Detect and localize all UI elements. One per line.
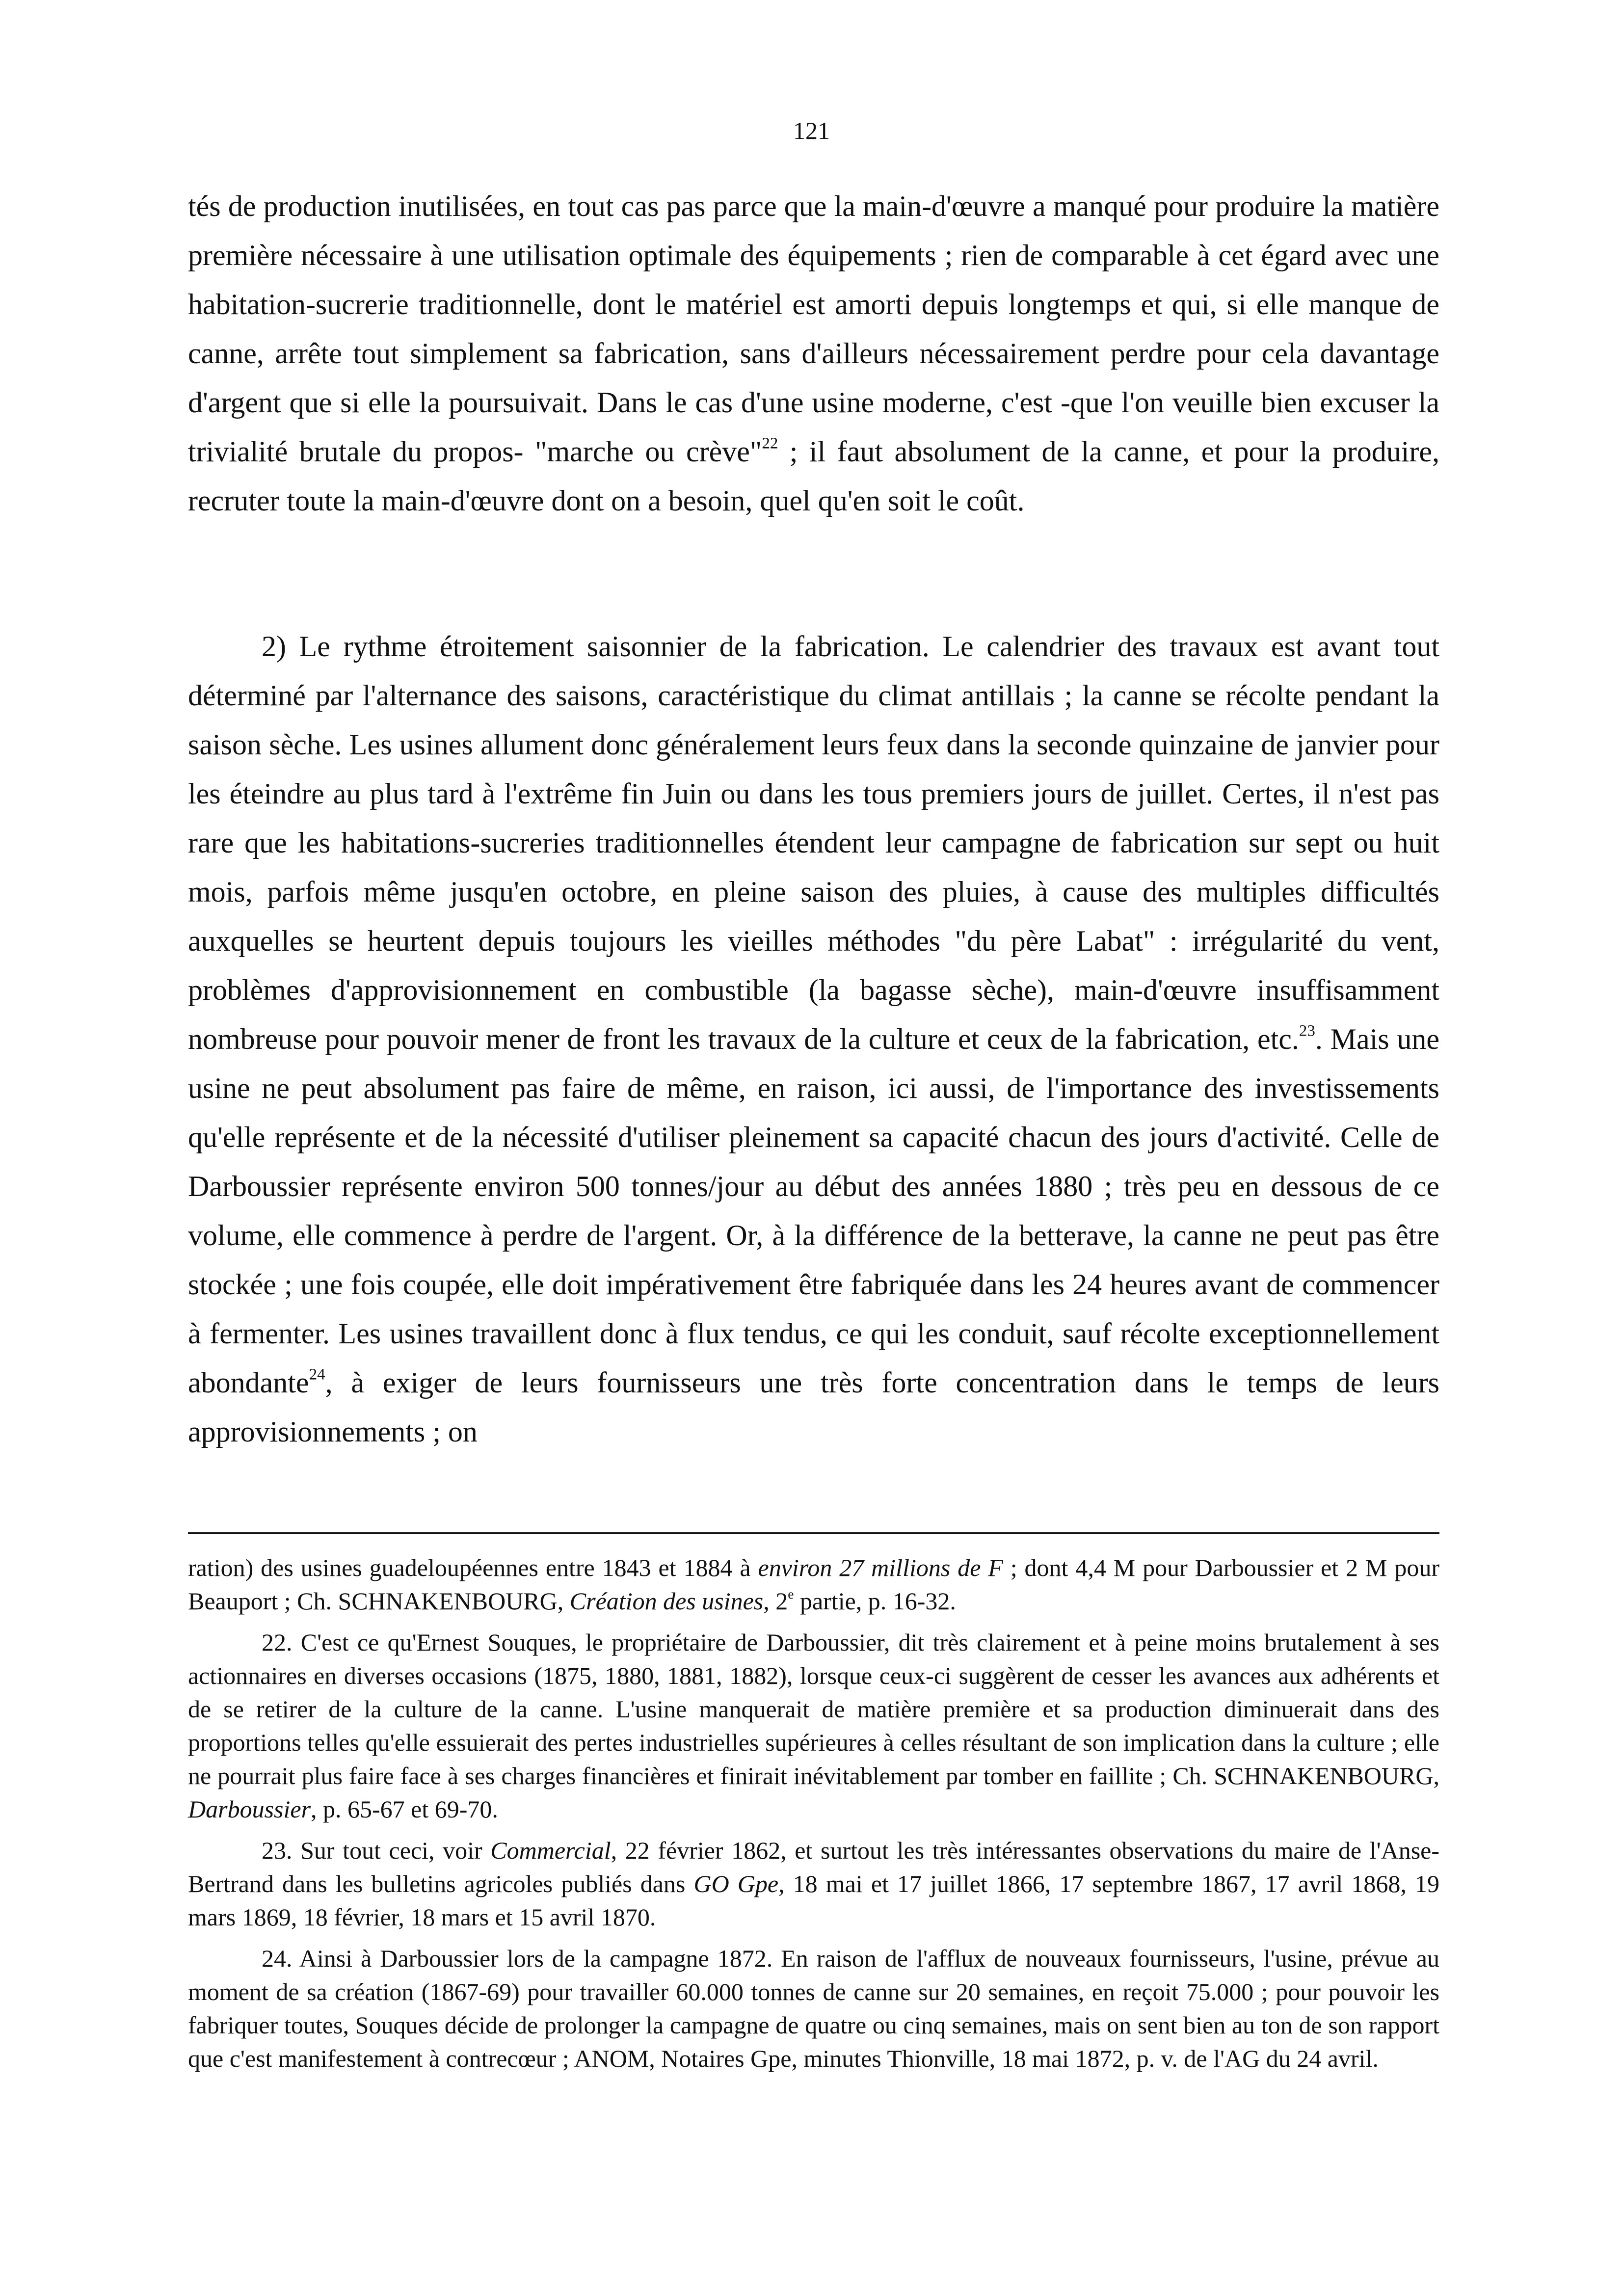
footnote-text: 23. Sur tout ceci, voir — [262, 1837, 491, 1864]
paragraph-text: ; il faut absolument de la canne, et pour la produire, recruter toute la main-d'œuvre dont on a besoin, quel qu'en soit le coût. — [188, 435, 1439, 517]
footnote-24 — [188, 1942, 1439, 2075]
footnote-italic: Commercial — [490, 1837, 611, 1864]
footnote-text: , p. 65-67 et 69-70. — [311, 1795, 498, 1823]
footnote-text: ration) des usines guadeloupéennes entre 1843 et 1884 à — [188, 1554, 758, 1581]
footnote-italic: Création des usines — [569, 1587, 764, 1615]
footnote-text: partie, p. 16-32. — [794, 1587, 956, 1615]
footnote-text: 24. Ainsi à Darboussier lors de la campagne 1872. En raison de l'afflux de nouveaux fournisseurs, l'usine, prévue au moment de sa création (1867-69) pour travailler 60.000 tonnes de canne sur 20 semaines, en reçoit 75.000 ; pour pouvoir les fabriquer toutes, Souques décide de prolonger la campagne de quatre ou cinq semaines, mais on sent bien au ton de son rapport que c'est manifestement à contrecœur ; ANOM, Notaires Gpe, minutes Thionville, 18 mai 1872, p. v. de l'AG du 24 avril. — [188, 1945, 1439, 2072]
footnote-italic: GO Gpe — [693, 1870, 779, 1897]
footnote-continuation — [188, 1551, 1439, 1618]
footnote-superscript: e — [788, 1586, 794, 1602]
paragraph-text: . Mais une usine ne peut absolument pas faire de même, en raison, ici aussi, de l'importance des investissements qu'elle représente et de la nécessité d'utiliser pleinement sa capacité chacun des jours d'activité. Celle de Darboussier représente environ 500 tonnes/jour au début des années 1880 ; très peu en dessous de ce volume, elle commence à perdre de l'argent. Or, à la différence de la betterave, la canne ne peut pas être stockée ; une fois coupée, elle doit impérativement être fabriquée dans les 24 heures avant de commencer à fermenter. Les usines travaillent donc à flux tendus, ce qui les conduit, sauf récolte exceptionnellement abondante — [188, 1023, 1439, 1399]
page-number: 121 — [793, 117, 830, 144]
paragraph-text: tés de production inutilisées, en tout cas pas parce que la main-d'œuvre a manqué pour produire la matière première nécessaire à une utilisation optimale des équipements ; rien de comparable à cet égard avec une habitation-sucrerie traditionnelle, dont le matériel est amorti depuis longtemps et qui, si elle manque de canne, arrête tout simplement sa fabrication, sans d'ailleurs nécessairement perdre pour cela davantage d'argent que si elle la poursuivait. Dans le cas d'une usine moderne, c'est -que l'on veuille bien excuser la trivialité brutale du propos- "marche ou crève" — [188, 190, 1439, 468]
footnote-22 — [188, 1626, 1439, 1826]
paragraph-text: , à exiger de leurs fournisseurs une très forte concentration dans le temps de leurs approvisionnements ; on — [188, 1366, 1439, 1448]
paragraph-text: 2) Le rythme étroitement saisonnier de la fabrication. Le calendrier des travaux est avant tout déterminé par l'alternance des saisons, caractéristique du climat antillais ; la canne se récolte pendant la saison sèche. Les usines allument donc généralement leurs feux dans la seconde quinzaine de janvier pour les éteindre au plus tard à l'extrême fin Juin ou dans les tous premiers jours de juillet. Certes, il n'est pas rare que les habitations-sucreries traditionnelles étendent leur campagne de fabrication sur sept ou huit mois, parfois même jusqu'en octobre, en pleine saison des pluies, à cause des multiples difficultés auxquelles se heurtent depuis toujours les vieilles méthodes "du père Labat" : irrégularité du vent, problèmes d'approvisionnement en combustible (la bagasse sèche), main-d'œuvre insuffisamment nombreuse pour pouvoir mener de front les travaux de la culture et ceux de la fabrication, etc. — [188, 630, 1439, 1055]
footnote-italic: environ 27 millions de F — [758, 1554, 1003, 1581]
body-paragraph-1 — [188, 182, 1439, 525]
footnote-text: , 22 février 1862, et surtout les très intéressantes observations du maire de l'Anse-Bertrand dans les bulletins agricoles publiés dans — [188, 1837, 1439, 1897]
footnote-23 — [188, 1834, 1439, 1934]
footnote-ref-24[interactable]: 24 — [309, 1365, 325, 1384]
footnote-ref-22[interactable]: 22 — [762, 434, 778, 453]
footnote-text: , 18 mai et 17 juillet 1866, 17 septembre 1867, 17 avril 1868, 19 mars 1869, 18 février, 18 mars et 15 avril 1870. — [188, 1870, 1439, 1931]
footnote-text: 22. C'est ce qu'Ernest Souques, le propriétaire de Darboussier, dit très clairement et à peine moins brutalement à ses actionnaires en diverses occasions (1875, 1880, 1881, 1882), lorsque ceux-ci suggèrent de cesser les avances aux adhérents et de se retirer de la culture de la canne. L'usine manquerait de matière première et sa production diminuerait dans des proportions telles qu'elle essuierait des pertes industrielles supérieures à celles résultant de son implication dans la culture ; elle ne pourrait plus faire face à ses charges financières et finirait inévitablement par tomber en faillite ; Ch. SCHNAKENBOURG, — [188, 1629, 1439, 1789]
footnote-separator — [188, 1532, 1439, 1534]
footnote-ref-23[interactable]: 23 — [1299, 1022, 1315, 1040]
footnote-italic: Darboussier — [188, 1795, 311, 1823]
footnote-text: , 2 — [763, 1587, 788, 1615]
footnotes — [188, 1551, 1439, 2083]
body-paragraph-2 — [188, 622, 1439, 1456]
footnote-text: ; dont 4,4 M pour Darboussier et 2 M pour Beauport ; Ch. SCHNAKENBOURG, — [188, 1554, 1440, 1615]
